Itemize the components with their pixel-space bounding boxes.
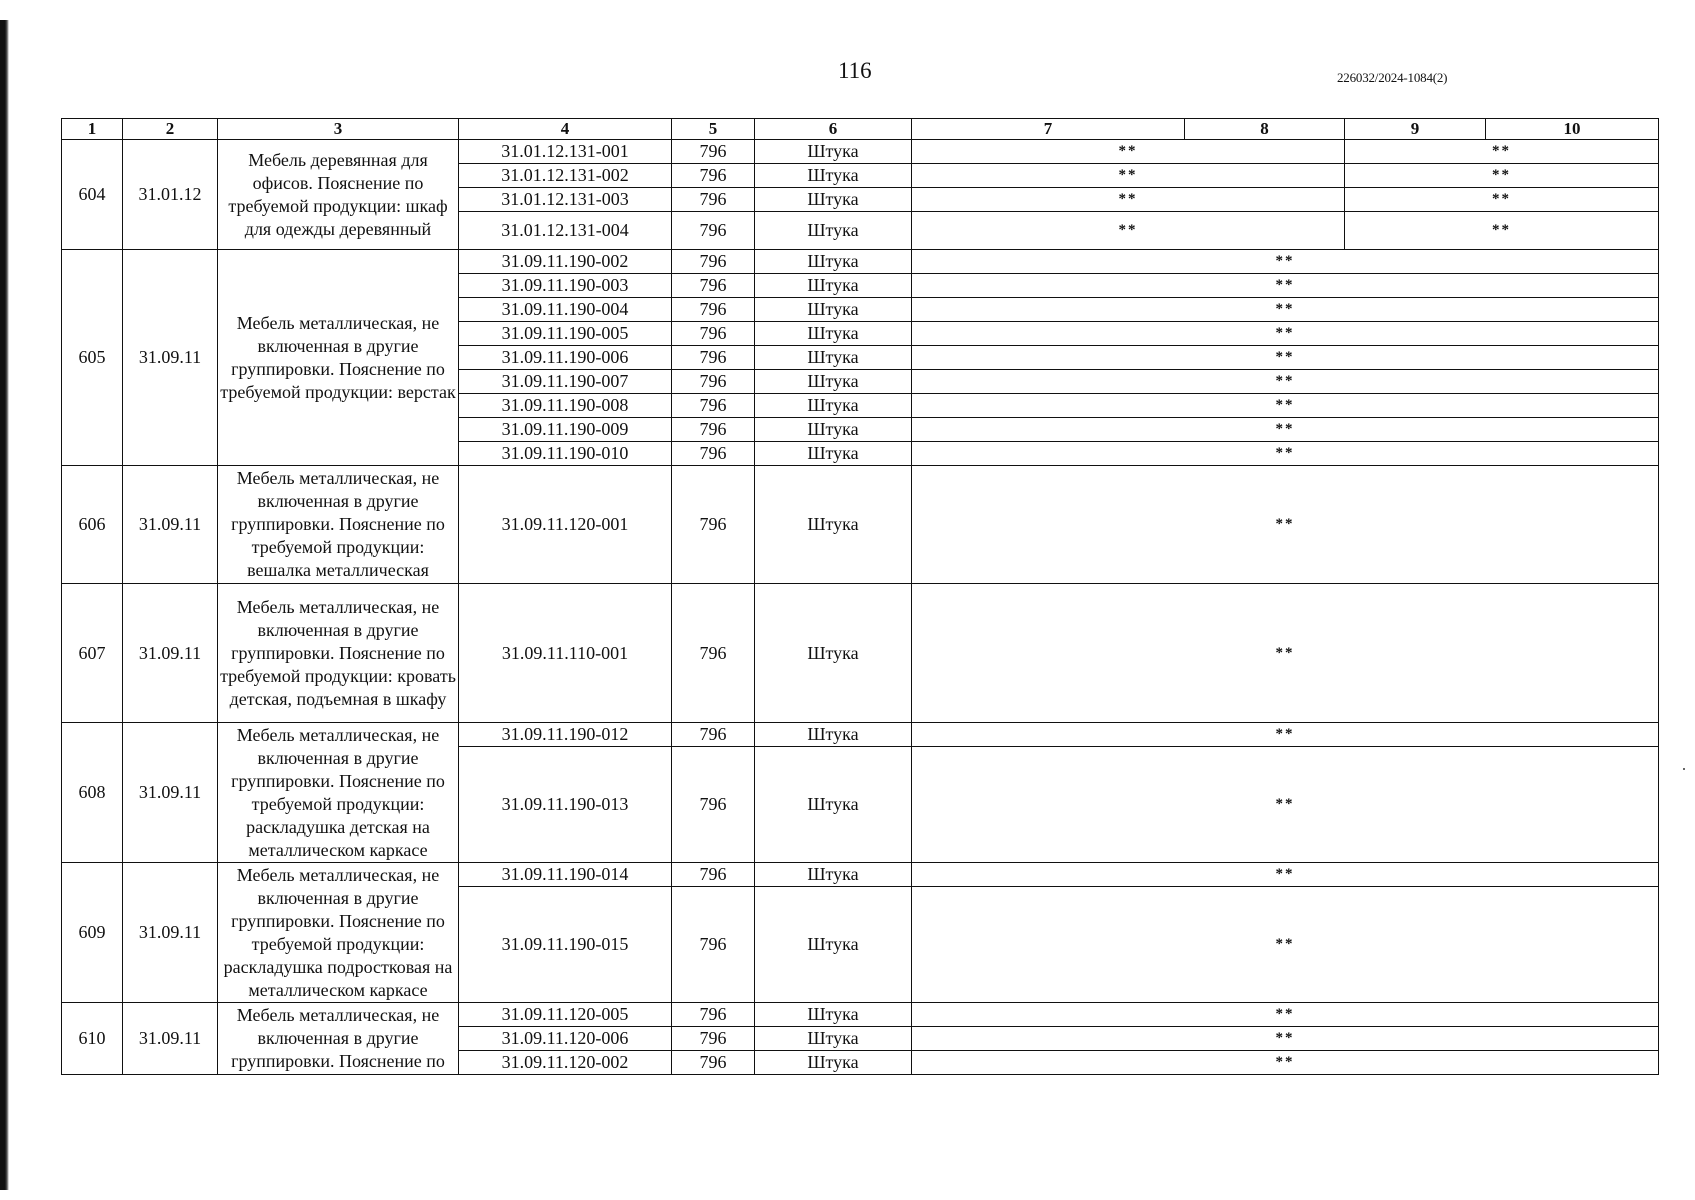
table-row <box>62 466 1659 584</box>
okei-code-cell: 796 <box>672 466 755 584</box>
okei-code-cell: 796 <box>672 250 755 274</box>
column-header-2: 2 <box>123 119 218 140</box>
ktru-code-cell: 31.01.12.131-002 <box>459 164 672 188</box>
column-header-5: 5 <box>672 119 755 140</box>
columns-7-10-value: ** <box>912 723 1659 747</box>
unit-cell: Штука <box>755 1051 912 1075</box>
columns-9-10-value: ** <box>1345 212 1659 250</box>
okei-code-cell: 796 <box>672 747 755 863</box>
columns-7-10-value: ** <box>912 466 1659 584</box>
ktru-code-cell: 31.09.11.190-014 <box>459 863 672 887</box>
columns-9-10-value: ** <box>1345 188 1659 212</box>
unit-cell: Штука <box>755 212 912 250</box>
okpd-code-cell: 31.09.11 <box>123 863 218 1003</box>
ktru-code-cell: 31.01.12.131-004 <box>459 212 672 250</box>
ktru-code-cell: 31.09.11.190-004 <box>459 298 672 322</box>
row-number-cell: 608 <box>62 723 123 863</box>
okei-code-cell: 796 <box>672 274 755 298</box>
unit-cell: Штука <box>755 863 912 887</box>
columns-7-8-value: ** <box>912 212 1345 250</box>
unit-cell: Штука <box>755 250 912 274</box>
columns-7-8-value: ** <box>912 164 1345 188</box>
okei-code-cell: 796 <box>672 370 755 394</box>
columns-7-8-value: ** <box>912 188 1345 212</box>
description-cell: Мебель металлическая, не включенная в другие группировки. Пояснение по требуемой продукции: раскладушка подростковая на металлическом каркасе <box>218 863 459 1003</box>
okei-code-cell: 796 <box>672 322 755 346</box>
columns-7-10-value: ** <box>912 370 1659 394</box>
ktru-code-cell: 31.09.11.190-007 <box>459 370 672 394</box>
ktru-code-cell: 31.09.11.120-001 <box>459 466 672 584</box>
ktru-code-cell: 31.09.11.120-002 <box>459 1051 672 1075</box>
ktru-code-cell: 31.09.11.190-008 <box>459 394 672 418</box>
unit-cell: Штука <box>755 442 912 466</box>
okei-code-cell: 796 <box>672 723 755 747</box>
unit-cell: Штука <box>755 394 912 418</box>
column-header-3: 3 <box>218 119 459 140</box>
okei-code-cell: 796 <box>672 298 755 322</box>
ktru-code-cell: 31.09.11.120-005 <box>459 1003 672 1027</box>
columns-7-10-value: ** <box>912 1051 1659 1075</box>
columns-7-10-value: ** <box>912 274 1659 298</box>
okei-code-cell: 796 <box>672 188 755 212</box>
unit-cell: Штука <box>755 322 912 346</box>
description-cell: Мебель металлическая, не включенная в другие группировки. Пояснение по требуемой продукции: кровать детская, подъемная в шкафу <box>218 584 459 723</box>
okei-code-cell: 796 <box>672 394 755 418</box>
ktru-code-cell: 31.09.11.190-013 <box>459 747 672 863</box>
okei-code-cell: 796 <box>672 418 755 442</box>
ktru-code-cell: 31.09.11.190-010 <box>459 442 672 466</box>
row-number-cell: 609 <box>62 863 123 1003</box>
unit-cell: Штука <box>755 1027 912 1051</box>
columns-7-10-value: ** <box>912 346 1659 370</box>
columns-7-10-value: ** <box>912 250 1659 274</box>
row-number-cell: 604 <box>62 140 123 250</box>
column-header-4: 4 <box>459 119 672 140</box>
description-cell: Мебель деревянная для офисов. Пояснение по требуемой продукции: шкаф для одежды деревянный <box>218 140 459 250</box>
unit-cell: Штука <box>755 298 912 322</box>
columns-9-10-value: ** <box>1345 164 1659 188</box>
unit-cell: Штука <box>755 274 912 298</box>
page-number: 116 <box>838 58 872 83</box>
okei-code-cell: 796 <box>672 584 755 723</box>
unit-cell: Штука <box>755 723 912 747</box>
columns-7-10-value: ** <box>912 394 1659 418</box>
okei-code-cell: 796 <box>672 346 755 370</box>
row-number-cell: 606 <box>62 466 123 584</box>
columns-7-10-value: ** <box>912 442 1659 466</box>
column-header-9: 9 <box>1345 119 1486 140</box>
columns-7-10-value: ** <box>912 887 1659 1003</box>
table-row <box>62 863 1659 887</box>
unit-cell: Штука <box>755 418 912 442</box>
okpd-code-cell: 31.09.11 <box>123 584 218 723</box>
columns-7-8-value: ** <box>912 140 1345 164</box>
ktru-code-cell: 31.09.11.190-003 <box>459 274 672 298</box>
unit-cell: Штука <box>755 140 912 164</box>
okei-code-cell: 796 <box>672 1027 755 1051</box>
okei-code-cell: 796 <box>672 1003 755 1027</box>
table-row <box>62 723 1659 747</box>
row-number-cell: 605 <box>62 250 123 466</box>
unit-cell: Штука <box>755 887 912 1003</box>
columns-7-10-value: ** <box>912 418 1659 442</box>
okei-code-cell: 796 <box>672 887 755 1003</box>
row-number-cell: 610 <box>62 1003 123 1075</box>
columns-7-10-value: ** <box>912 863 1659 887</box>
columns-7-10-value: ** <box>912 1027 1659 1051</box>
columns-9-10-value: ** <box>1345 140 1659 164</box>
row-number-cell: 607 <box>62 584 123 723</box>
okei-code-cell: 796 <box>672 212 755 250</box>
okpd-code-cell: 31.09.11 <box>123 1003 218 1075</box>
ktru-code-cell: 31.09.11.190-002 <box>459 250 672 274</box>
scan-speck <box>1683 768 1685 770</box>
unit-cell: Штука <box>755 466 912 584</box>
ktru-code-cell: 31.09.11.110-001 <box>459 584 672 723</box>
unit-cell: Штука <box>755 188 912 212</box>
okei-code-cell: 796 <box>672 140 755 164</box>
ktru-code-cell: 31.09.11.190-012 <box>459 723 672 747</box>
unit-cell: Штука <box>755 747 912 863</box>
okpd-code-cell: 31.09.11 <box>123 466 218 584</box>
description-cell: Мебель металлическая, не включенная в другие группировки. Пояснение по требуемой продукции: верстак <box>218 250 459 466</box>
okpd-code-cell: 31.09.11 <box>123 250 218 466</box>
columns-7-10-value: ** <box>912 747 1659 863</box>
ktru-code-cell: 31.09.11.190-006 <box>459 346 672 370</box>
column-header-6: 6 <box>755 119 912 140</box>
scan-edge-shadow <box>0 20 9 1190</box>
columns-7-10-value: ** <box>912 584 1659 723</box>
ktru-code-cell: 31.09.11.190-009 <box>459 418 672 442</box>
unit-cell: Штука <box>755 370 912 394</box>
registry-table <box>61 118 1659 1075</box>
columns-7-10-value: ** <box>912 322 1659 346</box>
unit-cell: Штука <box>755 346 912 370</box>
column-header-7: 7 <box>912 119 1185 140</box>
description-cell: Мебель металлическая, не включенная в другие группировки. Пояснение по требуемой продукции: вешалка металлическая <box>218 466 459 584</box>
okpd-code-cell: 31.09.11 <box>123 723 218 863</box>
table-row <box>62 1003 1659 1027</box>
okei-code-cell: 796 <box>672 164 755 188</box>
unit-cell: Штука <box>755 164 912 188</box>
column-header-1: 1 <box>62 119 123 140</box>
okei-code-cell: 796 <box>672 1051 755 1075</box>
okpd-code-cell: 31.01.12 <box>123 140 218 250</box>
columns-7-10-value: ** <box>912 298 1659 322</box>
header-row <box>62 119 1659 140</box>
ktru-code-cell: 31.01.12.131-003 <box>459 188 672 212</box>
column-header-10: 10 <box>1486 119 1659 140</box>
table-row <box>62 584 1659 723</box>
columns-7-10-value: ** <box>912 1003 1659 1027</box>
okei-code-cell: 796 <box>672 863 755 887</box>
table-row <box>62 140 1659 164</box>
ktru-code-cell: 31.01.12.131-001 <box>459 140 672 164</box>
description-cell: Мебель металлическая, не включенная в другие группировки. Пояснение по требуемой продукции: раскладушка детская на металлическом каркасе <box>218 723 459 863</box>
column-header-8: 8 <box>1185 119 1345 140</box>
okei-code-cell: 796 <box>672 442 755 466</box>
document-reference: 226032/2024-1084(2) <box>1337 70 1448 85</box>
unit-cell: Штука <box>755 1003 912 1027</box>
description-cell: Мебель металлическая, не включенная в другие группировки. Пояснение по <box>218 1003 459 1075</box>
unit-cell: Штука <box>755 584 912 723</box>
table-row <box>62 250 1659 274</box>
ktru-code-cell: 31.09.11.120-006 <box>459 1027 672 1051</box>
ktru-code-cell: 31.09.11.190-005 <box>459 322 672 346</box>
ktru-code-cell: 31.09.11.190-015 <box>459 887 672 1003</box>
